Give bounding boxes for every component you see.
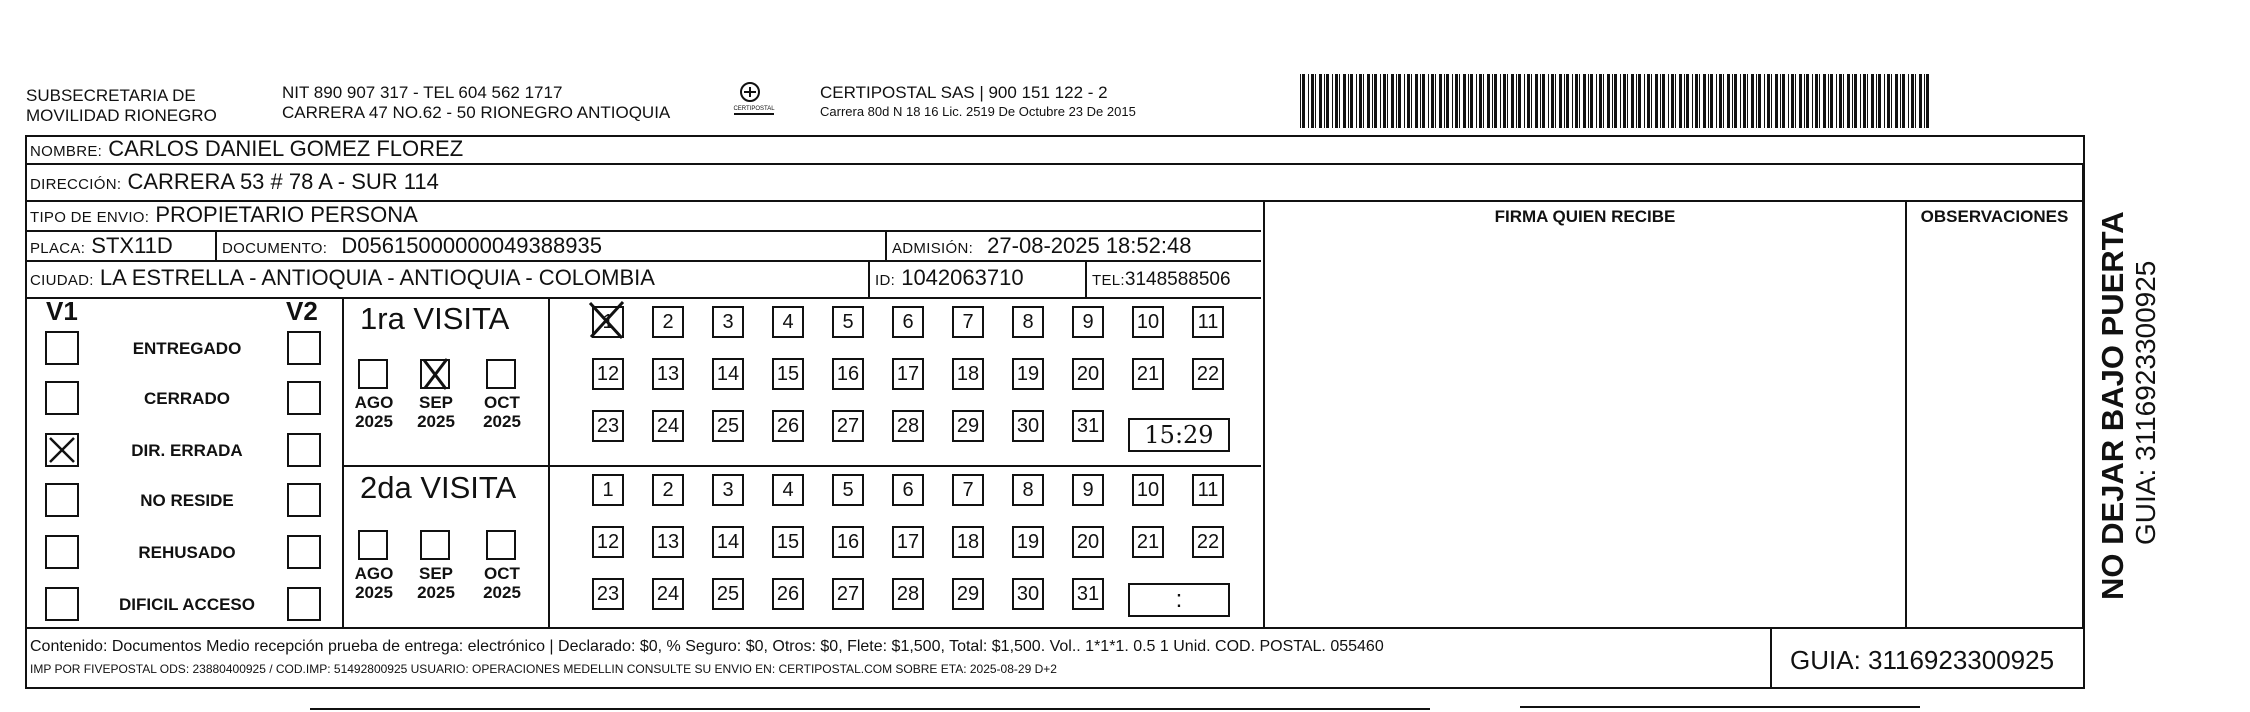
month-label bbox=[412, 564, 460, 602]
rule bbox=[25, 627, 2085, 629]
month-year: 2025 bbox=[355, 412, 393, 431]
day-checkbox-4[interactable]: 4 bbox=[772, 474, 804, 506]
day-checkbox-7[interactable]: 7 bbox=[952, 306, 984, 338]
day-checkbox-21[interactable]: 21 bbox=[1132, 358, 1164, 390]
tel-field bbox=[1092, 267, 1231, 294]
firma-header: FIRMA QUIEN RECIBE bbox=[1494, 207, 1676, 226]
svg-text:CERTIPOSTAL: CERTIPOSTAL bbox=[733, 106, 775, 112]
day-checkbox-5[interactable]: 5 bbox=[832, 474, 864, 506]
day-checkbox-31[interactable]: 31 bbox=[1072, 410, 1104, 442]
day-checkbox-12[interactable]: 12 bbox=[592, 526, 624, 558]
day-checkbox-10[interactable]: 10 bbox=[1132, 306, 1164, 338]
observaciones-header: OBSERVACIONES bbox=[1920, 207, 2069, 226]
day-checkbox-5[interactable]: 5 bbox=[832, 306, 864, 338]
second-visit-time[interactable]: : bbox=[1128, 583, 1230, 617]
guia-box: GUIA: 3116923300925 bbox=[1790, 645, 2055, 675]
day-checkbox-17[interactable]: 17 bbox=[892, 358, 924, 390]
month-year: 2025 bbox=[417, 412, 455, 431]
day-checkbox-11[interactable]: 11 bbox=[1192, 474, 1224, 506]
day-checkbox-17[interactable]: 17 bbox=[892, 526, 924, 558]
day-checkbox-3[interactable]: 3 bbox=[712, 306, 744, 338]
day-checkbox-30[interactable]: 30 bbox=[1012, 578, 1044, 610]
day-checkbox-9[interactable]: 9 bbox=[1072, 306, 1104, 338]
v1-checkbox-5[interactable] bbox=[45, 587, 79, 621]
placa-value: STX11D bbox=[91, 233, 173, 258]
day-checkbox-1[interactable]: 1 bbox=[592, 474, 624, 506]
nit-line: NIT 890 907 317 - TEL 604 562 1717 bbox=[282, 83, 563, 102]
day-checkbox-23[interactable]: 23 bbox=[592, 578, 624, 610]
rule bbox=[215, 230, 217, 260]
day-checkbox-28[interactable]: 28 bbox=[892, 578, 924, 610]
org-line-2: MOVILIDAD RIONEGRO bbox=[26, 106, 217, 125]
day-checkbox-8[interactable]: 8 bbox=[1012, 306, 1044, 338]
admision-field bbox=[892, 233, 1191, 262]
day-checkbox-19[interactable]: 19 bbox=[1012, 526, 1044, 558]
direccion-label: DIRECCIÓN: bbox=[30, 176, 122, 193]
admision-value: 27-08-2025 18:52:48 bbox=[987, 233, 1192, 258]
status-option-label: NO RESIDE bbox=[140, 491, 234, 510]
address-line: CARRERA 47 NO.62 - 50 RIONEGRO ANTIOQUIA bbox=[282, 103, 671, 122]
nombre-label: NOMBRE: bbox=[30, 143, 103, 160]
status-option-label: DIFICIL ACCESO bbox=[118, 595, 255, 614]
day-checkbox-20[interactable]: 20 bbox=[1072, 526, 1104, 558]
day-checkbox-12[interactable]: 12 bbox=[592, 358, 624, 390]
day-checkbox-20[interactable]: 20 bbox=[1072, 358, 1104, 390]
day-checkbox-6[interactable]: 6 bbox=[892, 306, 924, 338]
day-checkbox-2[interactable]: 2 bbox=[652, 474, 684, 506]
rule bbox=[1770, 627, 1772, 689]
imp-line: IMP POR FIVEPOSTAL ODS: 23880400925 / COD.IMP: 51492800925 USUARIO: OPERACIONES MEDELLIN CONSULTE SU ENVIO EN: CERTIPOSTAL.COM SOBRE ETA: 2025-08-29 D+2 bbox=[30, 662, 1057, 676]
v2-checkbox-0[interactable] bbox=[287, 331, 321, 365]
day-checkbox-10[interactable]: 10 bbox=[1132, 474, 1164, 506]
rule bbox=[2082, 163, 2084, 627]
nombre-field bbox=[30, 136, 463, 165]
month-checkbox-ago[interactable] bbox=[358, 530, 388, 560]
v2-checkbox-3[interactable] bbox=[287, 483, 321, 517]
rule bbox=[1263, 200, 1265, 627]
certipostal-logo-icon bbox=[730, 78, 778, 126]
direccion-value: CARRERA 53 # 78 A - SUR 114 bbox=[127, 169, 439, 194]
day-checkbox-30[interactable]: 30 bbox=[1012, 410, 1044, 442]
barcode-icon bbox=[1300, 74, 1932, 128]
day-checkbox-13[interactable]: 13 bbox=[652, 358, 684, 390]
day-checkbox-2[interactable]: 2 bbox=[652, 306, 684, 338]
status-option-label: DIR. ERRADA bbox=[131, 441, 243, 460]
v1-checkbox-2[interactable] bbox=[45, 433, 79, 467]
org-contact bbox=[282, 83, 670, 123]
side-guia: GUIA: 3116923300925 bbox=[2130, 260, 2161, 545]
rule bbox=[868, 260, 870, 297]
documento-value: D05615000000049388935 bbox=[341, 233, 602, 258]
tel-value: 3148588506 bbox=[1124, 269, 1231, 290]
documento-label: DOCUMENTO: bbox=[222, 240, 328, 257]
month-checkbox-sep[interactable] bbox=[420, 530, 450, 560]
placa-field bbox=[30, 233, 173, 262]
month-label bbox=[350, 393, 398, 431]
day-checkbox-18[interactable]: 18 bbox=[952, 358, 984, 390]
org-line-1: SUBSECRETARIA DE bbox=[26, 86, 196, 105]
month-label bbox=[350, 564, 398, 602]
courier-line-2: Carrera 80d N 18 16 Lic. 2519 De Octubre 23 De 2015 bbox=[820, 104, 1136, 119]
admision-label: ADMISIÓN: bbox=[892, 240, 974, 257]
day-checkbox-29[interactable]: 29 bbox=[952, 578, 984, 610]
day-checkbox-25[interactable]: 25 bbox=[712, 578, 744, 610]
id-field bbox=[875, 265, 1024, 294]
month-label bbox=[412, 393, 460, 431]
day-checkbox-22[interactable]: 22 bbox=[1192, 358, 1224, 390]
day-checkbox-15[interactable]: 15 bbox=[772, 526, 804, 558]
status-option-label: CERRADO bbox=[144, 389, 230, 408]
v2-checkbox-1[interactable] bbox=[287, 381, 321, 415]
day-checkbox-14[interactable]: 14 bbox=[712, 358, 744, 390]
day-checkbox-13[interactable]: 13 bbox=[652, 526, 684, 558]
day-checkbox-16[interactable]: 16 bbox=[832, 526, 864, 558]
month-name: AGO bbox=[354, 564, 394, 583]
day-checkbox-9[interactable]: 9 bbox=[1072, 474, 1104, 506]
v2-checkbox-4[interactable] bbox=[287, 535, 321, 569]
day-checkbox-18[interactable]: 18 bbox=[952, 526, 984, 558]
status-option-label: ENTREGADO bbox=[132, 339, 242, 358]
day-checkbox-21[interactable]: 21 bbox=[1132, 526, 1164, 558]
day-checkbox-23[interactable]: 23 bbox=[592, 410, 624, 442]
direccion-field bbox=[30, 169, 439, 198]
day-checkbox-24[interactable]: 24 bbox=[652, 410, 684, 442]
day-checkbox-3[interactable]: 3 bbox=[712, 474, 744, 506]
tipo-envio-value: PROPIETARIO PERSONA bbox=[155, 202, 418, 227]
month-year: 2025 bbox=[483, 412, 521, 431]
day-checkbox-29[interactable]: 29 bbox=[952, 410, 984, 442]
day-checkbox-1[interactable]: 1 bbox=[592, 306, 624, 338]
id-value: 1042063710 bbox=[901, 265, 1024, 290]
v2-header: V2 bbox=[286, 296, 318, 326]
courier-info bbox=[820, 83, 1136, 120]
v1-header: V1 bbox=[46, 296, 78, 326]
scan-edge-line bbox=[1520, 706, 1920, 708]
v1-checkbox-4[interactable] bbox=[45, 535, 79, 569]
second-visit-title: 2da VISITA bbox=[360, 470, 517, 505]
v2-checkbox-5[interactable] bbox=[287, 587, 321, 621]
day-checkbox-27[interactable]: 27 bbox=[832, 578, 864, 610]
ciudad-value: LA ESTRELLA - ANTIOQUIA - ANTIOQUIA - COLOMBIA bbox=[99, 265, 655, 290]
day-checkbox-6[interactable]: 6 bbox=[892, 474, 924, 506]
tel-label: TEL: bbox=[1092, 272, 1125, 289]
day-checkbox-26[interactable]: 26 bbox=[772, 578, 804, 610]
day-checkbox-31[interactable]: 31 bbox=[1072, 578, 1104, 610]
placa-label: PLACA: bbox=[30, 240, 86, 257]
side-warning: NO DEJAR BAJO PUERTA bbox=[2095, 211, 2130, 600]
day-checkbox-4[interactable]: 4 bbox=[772, 306, 804, 338]
day-checkbox-26[interactable]: 26 bbox=[772, 410, 804, 442]
contenido-line: Contenido: Documentos Medio recepción prueba de entrega: electrónico | Declarado: $0, % Seguro: $0, Otros: $0, Flete: $1,500, Total: $1,500. Vol.. 1*1*1. 0.5 1 Unid. COD. POSTAL. 055460 bbox=[30, 638, 1384, 655]
first-visit-time[interactable]: 15:29 bbox=[1128, 418, 1230, 452]
rule bbox=[885, 230, 887, 260]
month-checkbox-ago[interactable] bbox=[358, 359, 388, 389]
day-checkbox-8[interactable]: 8 bbox=[1012, 474, 1044, 506]
ciudad-field bbox=[30, 265, 655, 294]
rule bbox=[342, 297, 344, 627]
month-year: 2025 bbox=[355, 583, 393, 602]
month-name: AGO bbox=[354, 393, 394, 412]
tipo-envio-label: TIPO DE ENVIO: bbox=[30, 209, 150, 226]
month-year: 2025 bbox=[483, 583, 521, 602]
rule bbox=[1905, 200, 1907, 627]
day-checkbox-15[interactable]: 15 bbox=[772, 358, 804, 390]
nombre-value: CARLOS DANIEL GOMEZ FLOREZ bbox=[108, 136, 464, 161]
rule bbox=[1085, 260, 1087, 297]
month-checkbox-sep[interactable] bbox=[420, 359, 450, 389]
id-label: ID: bbox=[875, 272, 896, 289]
day-checkbox-19[interactable]: 19 bbox=[1012, 358, 1044, 390]
documento-field bbox=[222, 233, 602, 262]
month-name: OCT bbox=[484, 564, 520, 583]
month-year: 2025 bbox=[417, 583, 455, 602]
v2-checkbox-2[interactable] bbox=[287, 433, 321, 467]
day-checkbox-27[interactable]: 27 bbox=[832, 410, 864, 442]
month-checkbox-oct[interactable] bbox=[486, 359, 516, 389]
v1-checkbox-3[interactable] bbox=[45, 483, 79, 517]
day-checkbox-16[interactable]: 16 bbox=[832, 358, 864, 390]
month-label bbox=[478, 393, 526, 431]
v1-checkbox-0[interactable] bbox=[45, 331, 79, 365]
tipo-envio-field bbox=[30, 202, 418, 231]
month-name: SEP bbox=[418, 393, 454, 412]
v1-checkbox-1[interactable] bbox=[45, 381, 79, 415]
day-checkbox-28[interactable]: 28 bbox=[892, 410, 924, 442]
status-option-label: REHUSADO bbox=[138, 543, 236, 562]
day-checkbox-24[interactable]: 24 bbox=[652, 578, 684, 610]
check-x-icon bbox=[47, 435, 77, 465]
day-checkbox-22[interactable]: 22 bbox=[1192, 526, 1224, 558]
month-label bbox=[478, 564, 526, 602]
day-checkbox-11[interactable]: 11 bbox=[1192, 306, 1224, 338]
courier-line-1: CERTIPOSTAL SAS | 900 151 122 - 2 bbox=[820, 83, 1108, 102]
first-visit-title: 1ra VISITA bbox=[360, 301, 510, 336]
day-checkbox-25[interactable]: 25 bbox=[712, 410, 744, 442]
month-name: SEP bbox=[418, 564, 454, 583]
day-checkbox-7[interactable]: 7 bbox=[952, 474, 984, 506]
rule bbox=[342, 465, 1261, 467]
day-checkbox-14[interactable]: 14 bbox=[712, 526, 744, 558]
check-x-icon bbox=[420, 357, 450, 391]
month-name: OCT bbox=[484, 393, 520, 412]
scan-edge-line bbox=[310, 708, 1430, 710]
month-checkbox-oct[interactable] bbox=[486, 530, 516, 560]
org-name bbox=[26, 86, 217, 126]
rule bbox=[25, 297, 1261, 299]
ciudad-label: CIUDAD: bbox=[30, 272, 94, 289]
rule bbox=[548, 297, 550, 627]
